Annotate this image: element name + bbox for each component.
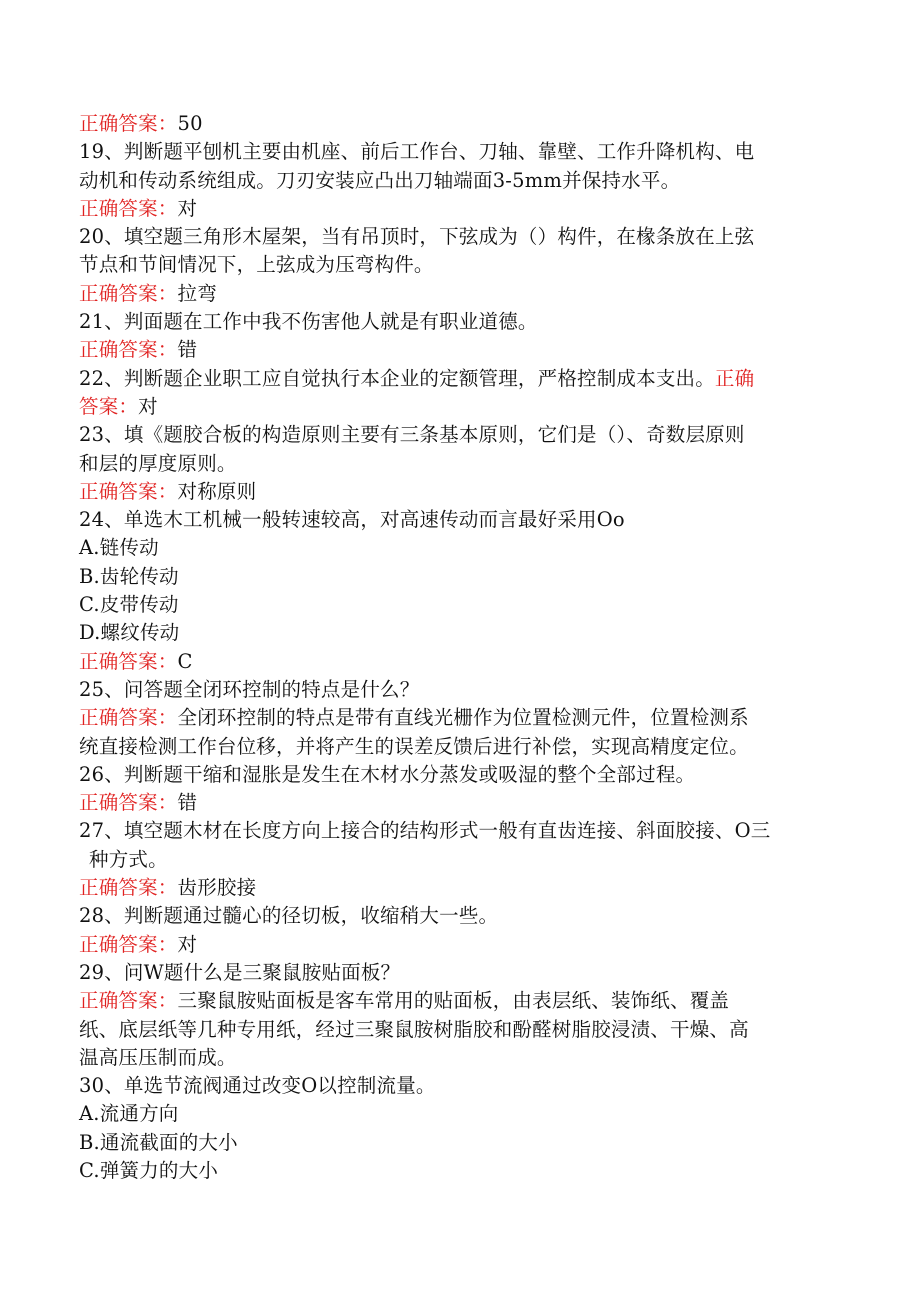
line-text: C.皮带传动: [79, 593, 179, 617]
answer-label: 正确答案：: [79, 876, 178, 900]
text-line: [79, 1016, 839, 1044]
line-text: 50: [177, 112, 203, 135]
line-text: 对: [177, 196, 198, 220]
text-line: [79, 676, 839, 704]
line-text: 27、填空题木材在长度方向上接合的结构形式一般有直齿连接、斜面胶接、O三: [79, 819, 771, 843]
answer-line: [79, 931, 839, 959]
answer-label: 正确答案：: [79, 791, 178, 815]
line-text: 齿形胶接: [177, 876, 257, 900]
line-text: 种方式。: [89, 847, 168, 871]
line-text: 22、判断题企业职工应自觉执行本企业的定额管理，严格控制成本支出。: [79, 366, 715, 390]
text-line: [79, 1072, 839, 1100]
line-text: 全闭环控制的特点是带有直线光栅作为位置检测元件，位置检测系: [177, 706, 749, 730]
line-text: 温高压压制而成。: [79, 1045, 237, 1069]
line-text: B.通流截面的大小: [79, 1130, 238, 1154]
answer-label: 正确答案：: [79, 649, 178, 673]
answer-line: [79, 280, 839, 308]
text-line: [79, 421, 839, 449]
line-text: 统直接检测工作台位移，并将产生的误差反馈后进行补偿，实现高精度定位。: [79, 734, 749, 758]
line-text: 三聚鼠胺贴面板是客车常用的贴面板，由表层纸、装饰纸、覆盖: [177, 989, 730, 1013]
answer-line: [79, 874, 839, 902]
text-line: [79, 1129, 839, 1157]
line-text: 25、问答题全闭环控制的特点是什么？: [79, 677, 420, 701]
text-line: [79, 619, 839, 647]
text-line: [79, 902, 839, 930]
text-line: [79, 308, 839, 336]
line-text: 对称原则: [177, 479, 257, 503]
text-line: [79, 365, 839, 393]
answer-label: 答案：: [79, 394, 139, 418]
answer-label: 正确答案：: [79, 932, 178, 956]
line-text: 拉弯: [177, 281, 217, 305]
answer-label: 正确答案：: [79, 281, 178, 305]
answer-line: [79, 704, 839, 732]
text-line: [79, 1157, 839, 1185]
line-text: A.流通方向: [79, 1102, 179, 1126]
text-line: [79, 223, 839, 251]
line-text: 错: [177, 338, 198, 362]
text-line: [79, 1044, 839, 1072]
line-text: A.链传动: [79, 536, 159, 560]
answer-label: 正确: [714, 366, 755, 390]
line-text: 30、单选节流阀通过改变O以控制流量。: [79, 1074, 436, 1098]
answer-label: 正确答案：: [79, 989, 178, 1013]
text-line: [79, 251, 839, 279]
line-text: 纸、底层纸等几种专用纸，经过三聚鼠胺树脂胶和酚醛树脂胶浸渍、干燥、高: [79, 1017, 749, 1041]
answer-label: 正确答案：: [79, 338, 178, 362]
text-line: [79, 959, 839, 987]
line-text: C.弹簧力的大小: [79, 1158, 219, 1182]
text-line: [79, 450, 839, 478]
line-text: 23、填《题胶合板的构造原则主要有三条基本原则，它们是（）、奇数层原则: [79, 423, 745, 447]
answer-line: [79, 789, 839, 817]
line-text: 26、判断题干缩和湿胀是发生在木材水分蒸发或吸湿的整个全部过程。: [79, 762, 696, 786]
line-text: 24、单选木工机械一般转速较高，对高速传动而言最好采用Oo: [79, 508, 625, 532]
line-text: B.齿轮传动: [79, 564, 179, 588]
line-text: 对: [177, 932, 198, 956]
line-text: 29、问W题什么是三聚鼠胺贴面板？: [79, 960, 401, 984]
line-text: 动机和传动系统组成。刀刃安装应凸出刀轴端面3-5mm并保持水平。: [79, 168, 681, 192]
answer-line: [79, 393, 839, 421]
answer-label: 正确答案：: [79, 196, 178, 220]
answer-line: [79, 110, 839, 138]
text-line: [79, 846, 839, 874]
line-text: 节点和节间情况下，上弦成为压弯构件。: [79, 253, 434, 277]
answer-line: [79, 336, 839, 364]
line-text: 对: [138, 394, 158, 418]
text-line: [79, 506, 839, 534]
text-line: [79, 534, 839, 562]
text-line: [79, 563, 839, 591]
text-line: [79, 761, 839, 789]
line-text: 28、判断题通过髓心的径切板，收缩稍大一些。: [79, 904, 499, 928]
text-line: [79, 733, 839, 761]
answer-label: 正确答案：: [79, 706, 178, 730]
line-text: 19、判断题平刨机主要由机座、前后工作台、刀轴、靠壁、工作升降机构、电: [79, 140, 755, 164]
document-page: [79, 110, 839, 1185]
line-text: 20、填空题三角形木屋架，当有吊顶时，下弦成为（）构件，在椽条放在上弦: [79, 225, 755, 249]
answer-line: [79, 648, 839, 676]
answer-line: [79, 987, 839, 1015]
text-line: [79, 138, 839, 166]
answer-label: 正确答案：: [79, 479, 178, 503]
answer-line: [79, 478, 839, 506]
line-text: 错: [177, 791, 198, 815]
line-text: D.螺纹传动: [79, 621, 180, 645]
line-text: C: [177, 649, 193, 673]
answer-label: 正确答案：: [79, 112, 178, 135]
line-text: 21、判面题在工作中我不伤害他人就是有职业道德。: [79, 310, 538, 334]
line-text: 和层的厚度原则。: [79, 451, 237, 475]
text-line: [79, 817, 839, 845]
text-line: [79, 167, 839, 195]
answer-line: [79, 195, 839, 223]
text-line: [79, 591, 839, 619]
text-line: [79, 1100, 839, 1128]
